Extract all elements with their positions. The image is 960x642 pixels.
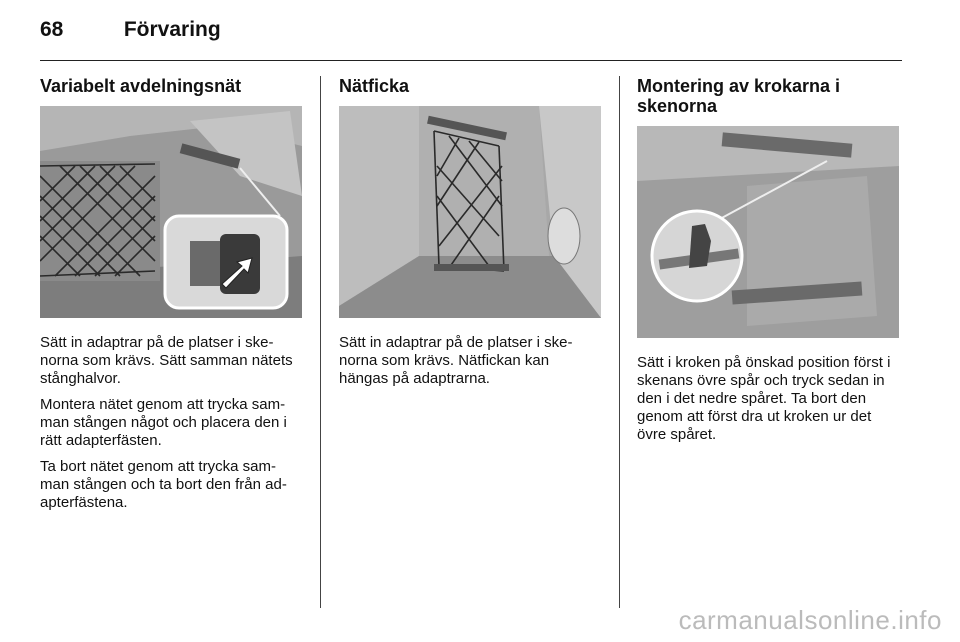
paragraph: Ta bort nätet genom att trycka sam-man stången och ta bort den från ad-apterfästena. (40, 458, 287, 511)
page-header (40, 18, 221, 42)
paragraph: Sätt in adaptrar på de platser i ske-norna som krävs. Sätt samman nätets stånghalvor. (40, 334, 293, 387)
watermark: carmanualsonline.info (678, 605, 942, 635)
column-net-pocket (339, 76, 601, 396)
column-divider (320, 76, 321, 608)
section-heading: Variabelt avdelningsnät (40, 76, 242, 96)
paragraph: Montera nätet genom att trycka sam-man stången något och placera den i rätt adapterfästen. (40, 396, 287, 449)
column-divider (619, 76, 620, 608)
net-pocket-illustration (339, 106, 601, 318)
section-heading: Montering av krokarna i skenorna (637, 76, 841, 116)
column-hook-mounting (637, 76, 899, 452)
section-heading: Nätficka (339, 76, 410, 96)
header-rule (40, 60, 902, 61)
trunk-divider-net-illustration (40, 106, 302, 318)
paragraph: Sätt i kroken på önskad position först i skenans övre spår och tryck sedan in den i det nedre spåret. Ta bort den genom att först dra ut kroken ur det övre spåret. (637, 354, 891, 443)
paragraph: Sätt in adaptrar på de platser i ske-norna som krävs. Nätfickan kan hängas på adaptrarna. (339, 334, 573, 387)
page-number: 68 (40, 18, 64, 41)
hook-rail-illustration (637, 126, 899, 338)
column-variable-net (40, 76, 302, 520)
section-title: Förvaring (123, 18, 221, 41)
